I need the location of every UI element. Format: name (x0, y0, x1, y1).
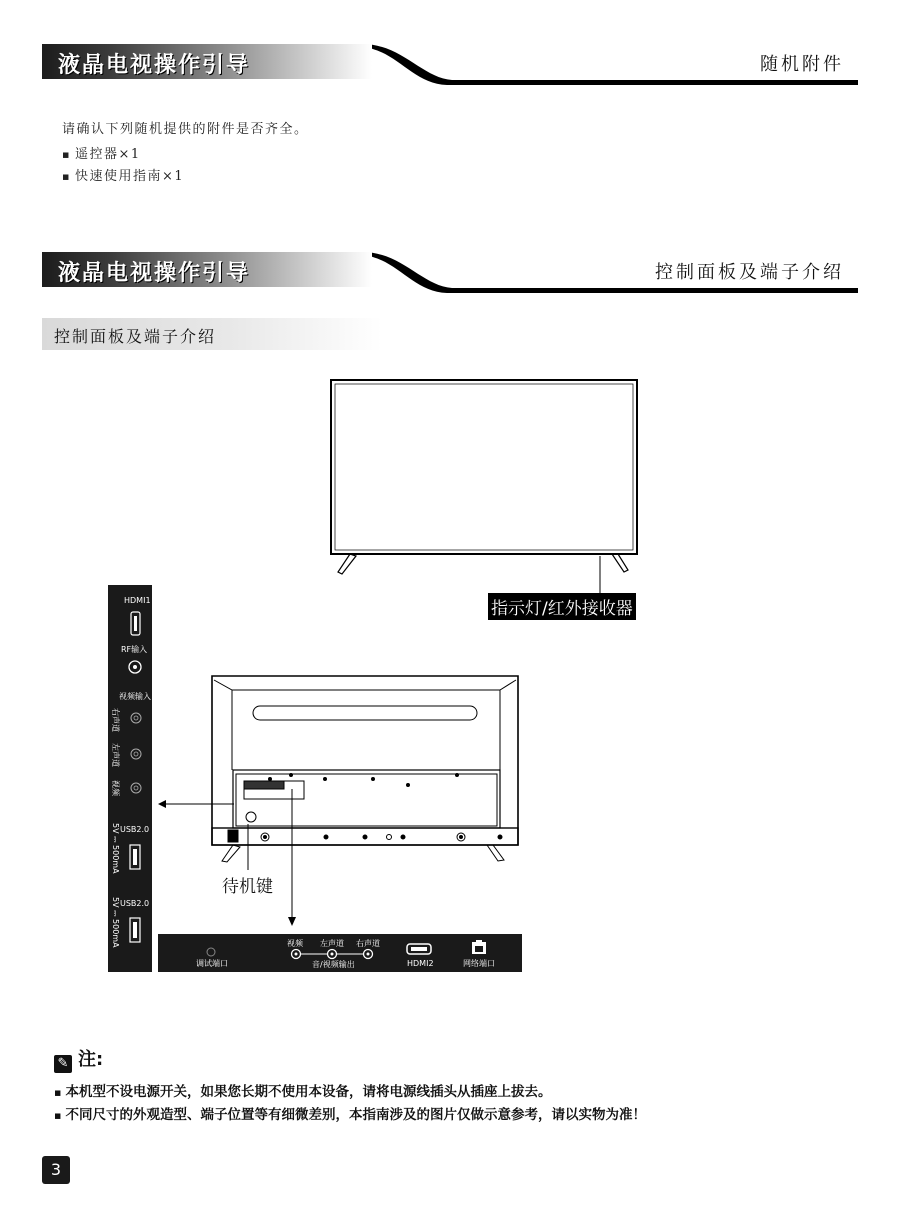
svg-text:音/视频输出: 音/视频输出 (312, 960, 355, 969)
standby-key-label: 待机键 (222, 877, 273, 897)
section-title: 控制面板及端子介绍 (655, 262, 844, 283)
svg-text:RF输入: RF输入 (121, 645, 148, 654)
svg-text:HDMI2: HDMI2 (407, 959, 434, 968)
svg-text:调试端口: 调试端口 (196, 959, 228, 968)
note-item: ▪ 本机型不设电源开关，如果您长期不使用本设备，请将电源线插头从插座上拔去。 (54, 1080, 551, 1100)
page-number: 3 (42, 1156, 70, 1184)
svg-text:视频: 视频 (111, 780, 120, 796)
tv-front-view (331, 380, 637, 593)
bottom-port-panel (158, 934, 522, 972)
svg-text:右声道: 右声道 (356, 939, 380, 948)
indicator-ir-receiver-label: 指示灯/红外接收器 (488, 593, 636, 620)
note-item: ▪ 不同尺寸的外观造型、端子位置等有细微差别，本指南涉及的图片仅做示意参考，请以实物为准！ (54, 1103, 646, 1123)
guide-title: 液晶电视操作引导 (58, 261, 251, 286)
accessory-item: ▪ 快速使用指南×1 (62, 165, 184, 184)
guide-title: 液晶电视操作引导 (58, 53, 251, 78)
side-port-label: HDMI1 (124, 596, 151, 605)
svg-text:视频输入: 视频输入 (119, 692, 151, 701)
svg-text:5V ⎓ 500mA: 5V ⎓ 500mA (111, 823, 120, 874)
svg-text:网络端口: 网络端口 (463, 959, 495, 968)
svg-text:左声道: 左声道 (111, 743, 120, 767)
section-title: 随机附件 (760, 54, 844, 75)
svg-text:USB2.0: USB2.0 (120, 899, 150, 908)
svg-text:左声道: 左声道 (320, 939, 344, 948)
svg-text:5V ⎓ 500mA: 5V ⎓ 500mA (111, 897, 120, 948)
accessory-item: ▪ 遥控器×1 (62, 143, 141, 162)
svg-text:右声道: 右声道 (111, 708, 120, 732)
accessories-intro: 请确认下列随机提供的附件是否齐全。 (62, 122, 309, 137)
subheading: 控制面板及端子介绍 (54, 327, 217, 346)
svg-text:视频: 视频 (287, 939, 303, 948)
side-port-panel (108, 585, 152, 972)
svg-text:USB2.0: USB2.0 (120, 825, 150, 834)
pencil-note-icon: ✎ (54, 1055, 72, 1073)
notes-heading: ✎ 注: (54, 1045, 103, 1073)
